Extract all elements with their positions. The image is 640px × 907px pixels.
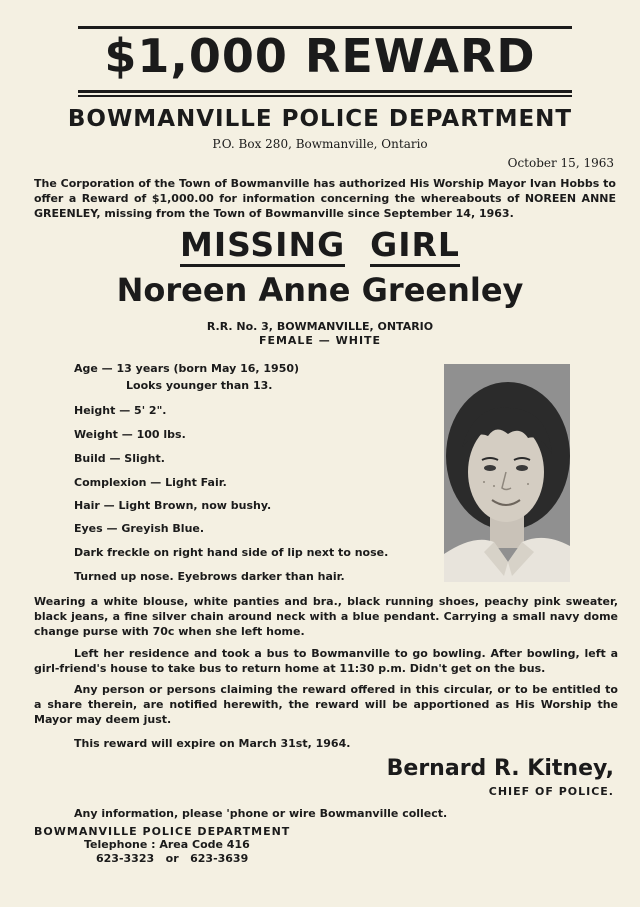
footer-department: BOWMANVILLE POLICE DEPARTMENT bbox=[34, 825, 291, 838]
signer-name: Bernard R. Kitney, bbox=[386, 756, 614, 781]
height-line: Height — 5' 2". bbox=[74, 404, 167, 417]
department-heading: BOWMANVILLE POLICE DEPARTMENT bbox=[67, 106, 573, 132]
missing-person-photo bbox=[444, 364, 570, 582]
telephone-line: Telephone : Area Code 416 bbox=[84, 838, 250, 851]
claims-paragraph: Any person or persons claiming the reward offered in this circular, or to be entitled to a share therein, are notified herewith, the reward will be apportioned as His Worship the Mayor may deem just. bbox=[34, 683, 618, 726]
signer-title: CHIEF OF POLICE. bbox=[488, 785, 614, 798]
title-rule bbox=[78, 90, 572, 93]
eyes-line: Eyes — Greyish Blue. bbox=[74, 522, 205, 535]
residence: R.R. No. 3, BOWMANVILLE, ONTARIO bbox=[206, 320, 434, 333]
missing-girl-heading bbox=[0, 225, 640, 265]
missing-word: MISSING bbox=[180, 225, 345, 267]
expiry-line: This reward will expire on March 31st, 1964. bbox=[74, 737, 351, 750]
sex-race: FEMALE — WHITE bbox=[258, 334, 382, 347]
clothing-paragraph: Wearing a white blouse, white panties and bra., black running shoes, peachy pink sweater, black jeans, a fine silver chain around neck with a blue pendant. Carrying a small navy dome change purse with 70c when she left home. bbox=[34, 595, 618, 638]
build-line: Build — Slight. bbox=[74, 452, 165, 465]
reward-title: $1,000 REWARD bbox=[104, 29, 536, 83]
girl-word: GIRL bbox=[370, 225, 460, 267]
nose-line: Turned up nose. Eyebrows darker than hair. bbox=[74, 570, 345, 583]
missing-person-name: Noreen Anne Greenley bbox=[116, 271, 524, 309]
age-note: Looks younger than 13. bbox=[126, 379, 273, 392]
phone-numbers: 623-3323 or 623-3639 bbox=[96, 852, 249, 865]
department-address: P.O. Box 280, Bowmanville, Ontario bbox=[212, 137, 428, 151]
info-line: Any information, please 'phone or wire Bowmanville collect. bbox=[74, 807, 448, 820]
complexion-line: Complexion — Light Fair. bbox=[74, 476, 227, 489]
hair-line: Hair — Light Brown, now bushy. bbox=[74, 499, 272, 512]
notice-date: October 15, 1963 bbox=[507, 156, 614, 170]
portrait-image bbox=[444, 364, 570, 582]
weight-line: Weight — 100 lbs. bbox=[74, 428, 186, 441]
freckle-line: Dark freckle on right hand side of lip next to nose. bbox=[74, 546, 389, 559]
intro-paragraph: The Corporation of the Town of Bowmanville has authorized His Worship Mayor Ivan Hobbs to offer a Reward of $1,000.00 for information concerning the whereabouts of NOREEN ANNE GREENLEY, missing from the Town of Bowmanville since September 14, 1963. bbox=[34, 177, 616, 220]
circumstances-paragraph: Left her residence and took a bus to Bowmanville to go bowling. After bowling, left a girl-friend's house to take bus to return home at 11:30 p.m. Didn't get on the bus. bbox=[34, 647, 618, 675]
title-rule-2 bbox=[78, 95, 572, 97]
age-line: Age — 13 years (born May 16, 1950) bbox=[74, 362, 300, 375]
